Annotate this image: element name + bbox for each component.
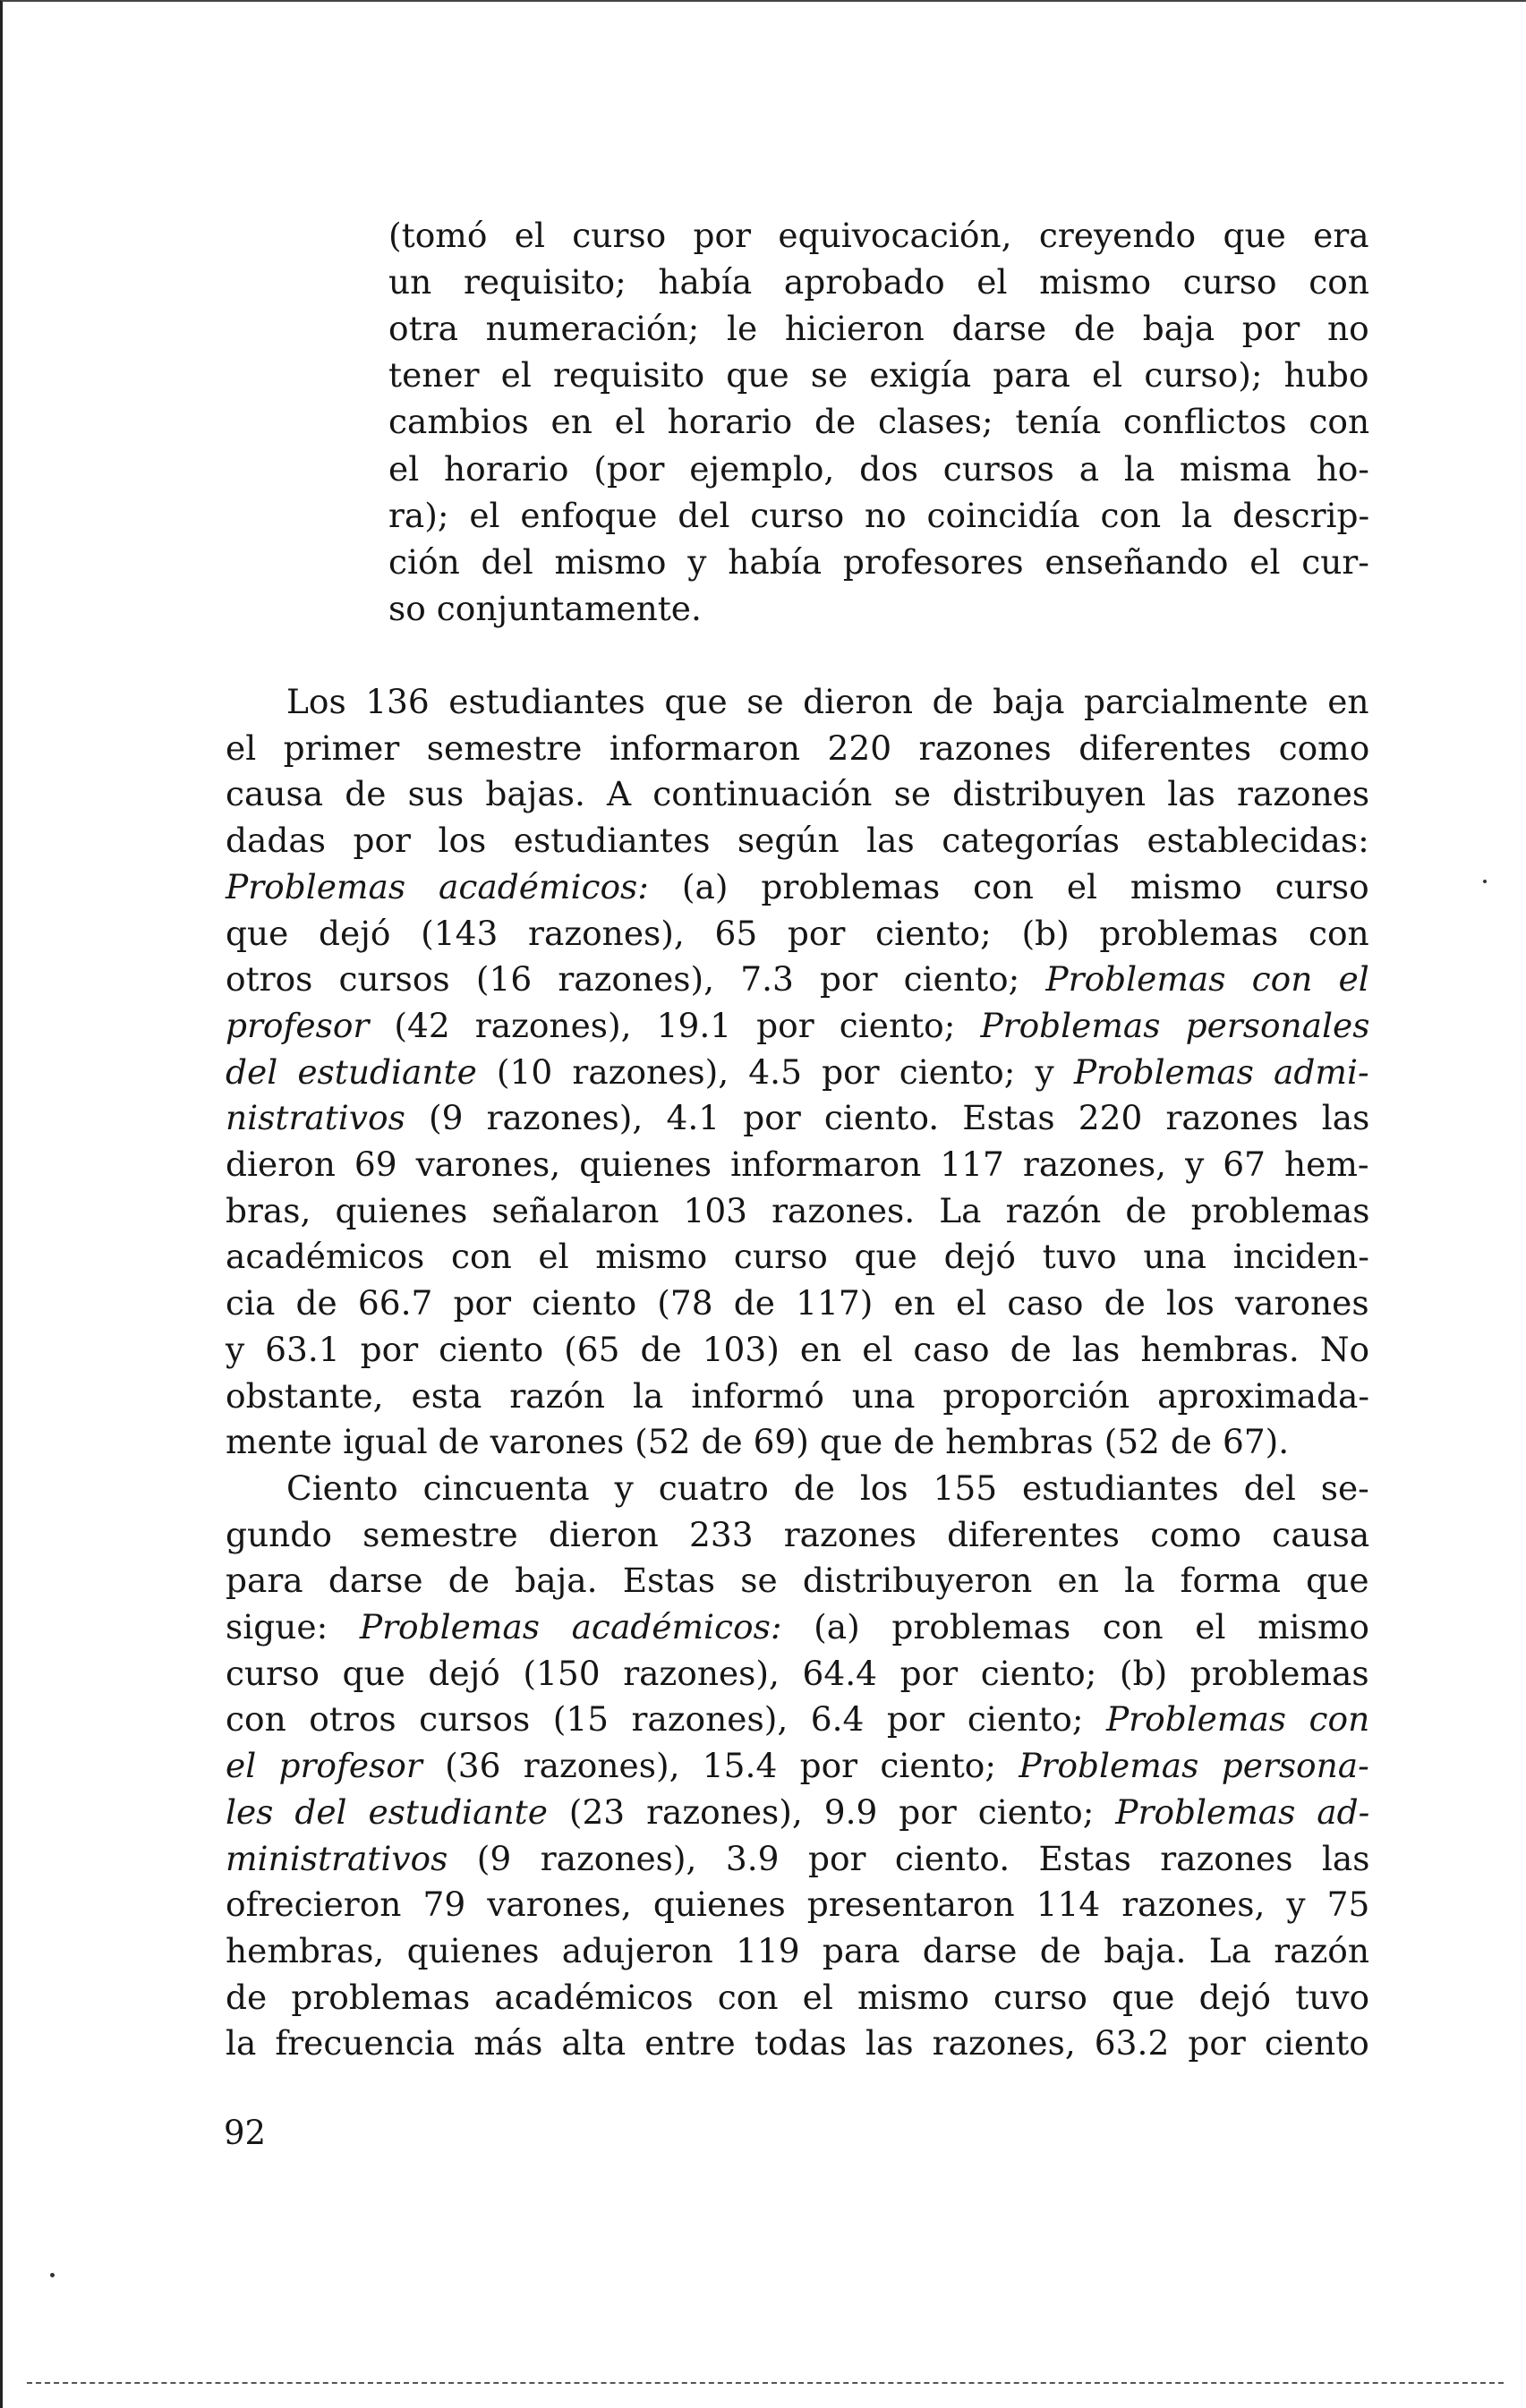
text-line: tener el requisito que se exigía para el curso); hubo [388,355,1369,396]
scan-speck [50,2273,55,2277]
text-line: bras, quienes señalaron 103 razones. La razón de problemas [226,1190,1370,1230]
text-line: gundo semestre dieron 233 razones diferentes como causa [226,1514,1370,1554]
text-line: Ciento cincuenta y cuatro de los 155 estudiantes del se- [286,1468,1369,1508]
text-line: so conjuntamente. [388,588,702,628]
text-line: un requisito; había aprobado el mismo curso con [388,262,1369,302]
text-line: el horario (por ejemplo, dos cursos a la misma ho- [388,448,1369,489]
text-line: el primer semestre informaron 220 razones diferentes como [226,728,1370,768]
text-line: ofrecieron 79 varones, quienes presentaron 114 razones, y 75 [226,1885,1370,1925]
text-line: ción del mismo y había profesores enseñando el cur- [388,541,1369,582]
text-line: (tomó el curso por equivocación, creyendo que era [388,216,1369,255]
text-line: les del estudiante (23 razones), 9.9 por ciento; Problemas ad- [226,1791,1370,1832]
page-number: 92 [224,2114,267,2152]
text-line: que dejó (143 razones), 65 por ciento; (b) problemas con [226,913,1369,953]
text-line: causa de sus bajas. A continuación se distribuyen las razones [226,774,1370,814]
text-line: otros cursos (16 razones), 7.3 por ciento; Problemas con el [226,959,1369,1000]
text-line: académicos con el mismo curso que dejó tuvo una inciden- [226,1237,1369,1277]
text-line: y 63.1 por ciento (65 de 103) en el caso de las hembras. No [226,1329,1370,1369]
text-line: profesor (42 razones), 19.1 por ciento; Problemas personales [226,1005,1370,1045]
text-line: cambios en el horario de clases; tenía conflictos con [388,402,1370,442]
text-line: para darse de baja. Estas se distribuyeron en la forma que [226,1561,1369,1601]
text-line: nistrativos (9 razones), 4.1 por ciento. Estas 220 razones las [226,1098,1370,1138]
text-line: dadas por los estudiantes según las categorías establecidas: [226,821,1369,861]
text-line: curso que dejó (150 razones), 64.4 por ciento; (b) problemas [226,1653,1369,1693]
text-line: cia de 66.7 por ciento (78 de 117) en el caso de los varones [226,1283,1369,1323]
text-line: ra); el enfoque del curso no coincidía con la descrip- [388,495,1370,535]
text-line: otra numeración; le hicieron darse de baja por no [388,309,1369,349]
text-line: con otros cursos (15 razones), 6.4 por ciento; Problemas con [226,1699,1370,1740]
text-line: del estudiante (10 razones), 4.5 por ciento; y Problemas admi- [226,1051,1369,1092]
text-line: dieron 69 varones, quienes informaron 117 razones, y 67 hem- [226,1144,1369,1184]
text-line: ministrativos (9 razones), 3.9 por ciento. Estas razones las [226,1838,1370,1878]
text-line: la frecuencia más alta entre todas las razones, 63.2 por ciento [226,2023,1369,2063]
text-line: hembras, quienes adujeron 119 para darse de baja. La razón [226,1930,1369,1970]
text-line: obstante, esta razón la informó una proporción aproximada- [226,1375,1370,1416]
text-line: Problemas académicos: (a) problemas con el mismo curso [226,866,1369,906]
text-line: de problemas académicos con el mismo curso que dejó tuvo [226,1977,1370,2017]
text-line: sigue: Problemas académicos: (a) problemas con el mismo [226,1607,1370,1646]
text-line: mente igual de varones (52 de 69) que de hembras (52 de 67). [226,1422,1290,1462]
scan-speck [1483,880,1487,883]
text-line: el profesor (36 razones), 15.4 por ciento; Problemas persona- [226,1746,1369,1786]
text-line: Los 136 estudiantes que se dieron de baja parcialmente en [286,682,1369,721]
bottom-scan-rule [27,2382,1504,2384]
